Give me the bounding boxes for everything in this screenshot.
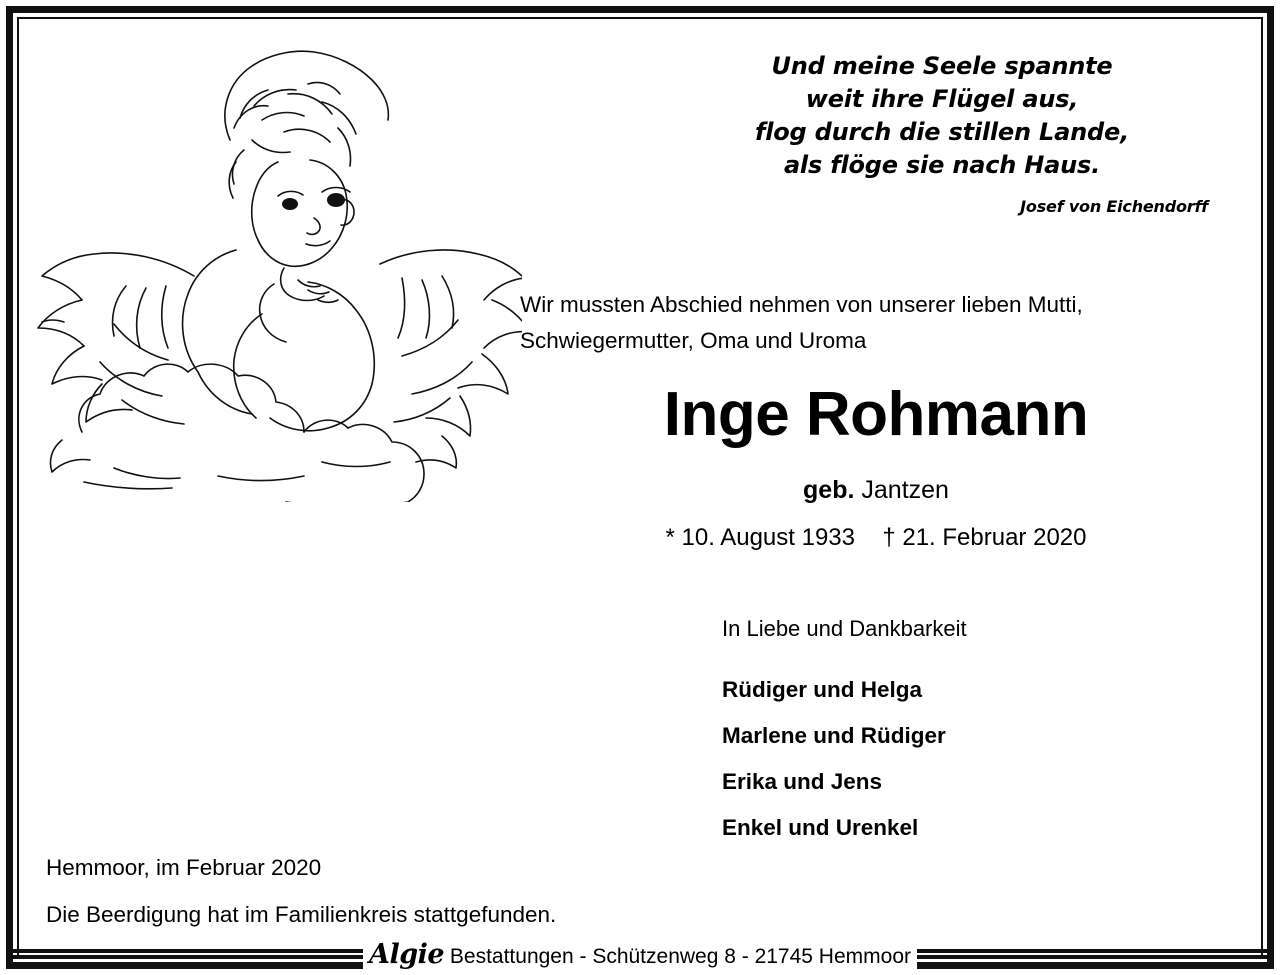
funeral-home-logo: Algie (369, 938, 445, 970)
poem-line-2: weit ihre Flügel aus, (805, 85, 1079, 113)
place-and-date: Hemmoor, im Februar 2020 (46, 855, 322, 880)
family-list (722, 667, 946, 851)
obituary-intro (520, 287, 1232, 359)
poem-line-4: als flöge sie nach Haus. (783, 151, 1101, 179)
footer-imprint (363, 939, 917, 970)
deceased-name: Inge Rohmann (663, 380, 1089, 449)
poem-author: Josef von Eichendorff (1020, 197, 1208, 216)
maiden-name: Jantzen (861, 476, 949, 504)
maiden-prefix: geb. (803, 476, 855, 504)
footer-rule-left (6, 949, 363, 959)
card-content (22, 22, 1258, 953)
footer (6, 937, 1274, 971)
intro-line-1: Wir mussten Abschied nehmen von unserer lieben Mutti, (520, 292, 1083, 317)
life-dates (520, 522, 1232, 554)
poem (662, 50, 1222, 223)
family-member-4: Enkel und Urenkel (722, 815, 919, 840)
angel-on-cloud-illustration (22, 32, 522, 502)
death-date: † 21. Februar 2020 (882, 524, 1087, 551)
maiden-name-line (520, 474, 1232, 506)
birth-date: * 10. August 1933 (665, 524, 855, 551)
footer-rule-right (917, 949, 1274, 959)
family-member-2: Marlene und Rüdiger (722, 723, 946, 748)
intro-line-2: Schwiegermutter, Oma und Uroma (520, 328, 867, 353)
funeral-note: Die Beerdigung hat im Familienkreis stattgefunden. (46, 902, 557, 927)
poem-line-3: flog durch die stillen Lande, (754, 118, 1129, 146)
poem-line-1: Und meine Seele spannte (771, 52, 1113, 80)
family-member-1: Rüdiger und Helga (722, 677, 923, 702)
footer-address: Bestattungen - Schützenweg 8 - 21745 Hemmoor (449, 944, 911, 968)
family-member-3: Erika und Jens (722, 769, 883, 794)
dedication-text: In Liebe und Dankbarkeit (722, 616, 967, 641)
